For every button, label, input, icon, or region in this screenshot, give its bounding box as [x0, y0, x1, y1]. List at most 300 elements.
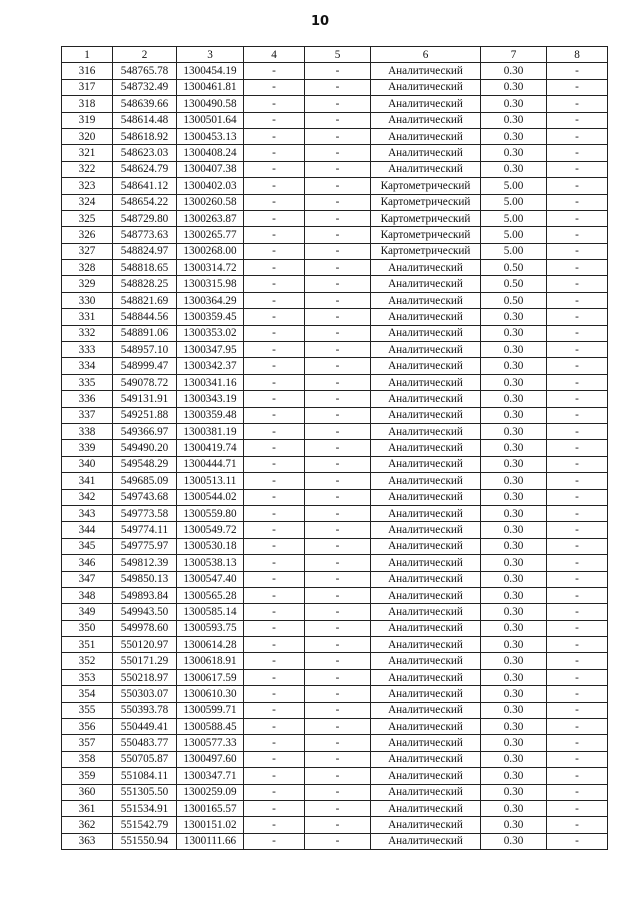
table-cell: - — [244, 112, 305, 128]
table-cell: 1300419.74 — [177, 440, 244, 456]
table-cell: 1300453.13 — [177, 128, 244, 144]
table-cell: - — [244, 128, 305, 144]
table-cell: 1300549.72 — [177, 522, 244, 538]
table-cell: 551305.50 — [113, 784, 177, 800]
table-cell: 0.50 — [481, 276, 547, 292]
table-cell: 0.50 — [481, 260, 547, 276]
table-row — [62, 342, 608, 358]
table-cell: 1300268.00 — [177, 243, 244, 259]
table-cell: 317 — [62, 79, 113, 95]
table-cell: 346 — [62, 555, 113, 571]
table-cell: - — [305, 833, 371, 849]
table-cell: - — [305, 702, 371, 718]
table-cell: 548821.69 — [113, 292, 177, 308]
table-cell: 1300347.71 — [177, 768, 244, 784]
column-header: 1 — [62, 47, 113, 63]
table-cell: 551542.79 — [113, 817, 177, 833]
table-cell: - — [305, 128, 371, 144]
table-cell: - — [244, 260, 305, 276]
table-cell: 1300538.13 — [177, 555, 244, 571]
table-cell: Аналитический — [371, 145, 481, 161]
table-cell: Аналитический — [371, 735, 481, 751]
table-cell: 344 — [62, 522, 113, 538]
table-cell: 549812.39 — [113, 555, 177, 571]
table-cell: - — [547, 587, 608, 603]
table-cell: - — [305, 669, 371, 685]
table-row — [62, 391, 608, 407]
table-cell: - — [244, 440, 305, 456]
table-cell: - — [244, 79, 305, 95]
column-header: 4 — [244, 47, 305, 63]
table-cell: - — [244, 686, 305, 702]
table-cell: - — [305, 456, 371, 472]
table-row — [62, 423, 608, 439]
table-cell: 1300165.57 — [177, 800, 244, 816]
table-cell: - — [244, 456, 305, 472]
table-cell: - — [305, 653, 371, 669]
table-cell: 1300347.95 — [177, 342, 244, 358]
table-cell: - — [244, 768, 305, 784]
table-cell: - — [547, 473, 608, 489]
table-cell: Аналитический — [371, 456, 481, 472]
table-cell: - — [244, 243, 305, 259]
table-cell: 1300544.02 — [177, 489, 244, 505]
table-cell: - — [547, 538, 608, 554]
table-cell: - — [244, 522, 305, 538]
table-cell: - — [547, 79, 608, 95]
table-cell: 358 — [62, 751, 113, 767]
table-cell: Аналитический — [371, 538, 481, 554]
table-cell: - — [547, 309, 608, 325]
table-cell: - — [547, 800, 608, 816]
table-cell: Аналитический — [371, 358, 481, 374]
table-cell: 338 — [62, 423, 113, 439]
table-cell: 349 — [62, 604, 113, 620]
table-row — [62, 325, 608, 341]
table-header-row — [62, 47, 608, 63]
table-cell: - — [244, 342, 305, 358]
table-row — [62, 161, 608, 177]
table-cell: 5.00 — [481, 243, 547, 259]
table-cell: 549131.91 — [113, 391, 177, 407]
table-cell: 322 — [62, 161, 113, 177]
table-cell: 550218.97 — [113, 669, 177, 685]
table-cell: - — [547, 145, 608, 161]
table-cell: 0.30 — [481, 505, 547, 521]
table-cell: - — [244, 178, 305, 194]
table-cell: - — [547, 735, 608, 751]
table-cell: - — [547, 194, 608, 210]
table-cell: 337 — [62, 407, 113, 423]
table-cell: - — [547, 440, 608, 456]
table-cell: 1300585.14 — [177, 604, 244, 620]
table-row — [62, 751, 608, 767]
table-cell: 0.30 — [481, 423, 547, 439]
table-cell: 1300614.28 — [177, 637, 244, 653]
table-cell: - — [305, 96, 371, 112]
table-cell: 0.30 — [481, 407, 547, 423]
table-cell: - — [305, 161, 371, 177]
table-cell: 0.30 — [481, 653, 547, 669]
table-cell: 343 — [62, 505, 113, 521]
table-cell: - — [547, 686, 608, 702]
table-row — [62, 456, 608, 472]
table-cell: 1300588.45 — [177, 719, 244, 735]
table-cell: - — [305, 587, 371, 603]
table-cell: Аналитический — [371, 128, 481, 144]
table-cell: 0.30 — [481, 833, 547, 849]
table-row — [62, 145, 608, 161]
table-cell: 0.30 — [481, 309, 547, 325]
table-row — [62, 374, 608, 390]
table-cell: - — [305, 325, 371, 341]
table-cell: 1300610.30 — [177, 686, 244, 702]
table-cell: 1300490.58 — [177, 96, 244, 112]
table-cell: - — [305, 145, 371, 161]
table-cell: - — [547, 227, 608, 243]
page-number: 10 — [310, 14, 330, 29]
table-cell: 0.30 — [481, 63, 547, 79]
table-row — [62, 538, 608, 554]
table-cell: 325 — [62, 210, 113, 226]
table-cell: 549978.60 — [113, 620, 177, 636]
table-cell: 0.30 — [481, 800, 547, 816]
table-cell: - — [547, 260, 608, 276]
table-cell: 354 — [62, 686, 113, 702]
table-cell: Аналитический — [371, 374, 481, 390]
table-cell: 549893.84 — [113, 587, 177, 603]
table-row — [62, 669, 608, 685]
table-cell: Аналитический — [371, 522, 481, 538]
table-cell: 1300342.37 — [177, 358, 244, 374]
table-cell: 1300618.91 — [177, 653, 244, 669]
table-cell: Аналитический — [371, 407, 481, 423]
table-cell: 1300341.16 — [177, 374, 244, 390]
table-cell: 0.30 — [481, 669, 547, 685]
table-cell: Картометрический — [371, 178, 481, 194]
table-cell: - — [244, 489, 305, 505]
table-cell: Аналитический — [371, 505, 481, 521]
table-cell: - — [244, 817, 305, 833]
table-cell: - — [244, 653, 305, 669]
table-cell: Аналитический — [371, 473, 481, 489]
table-cell: - — [547, 292, 608, 308]
table-cell: - — [305, 194, 371, 210]
table-cell: 549078.72 — [113, 374, 177, 390]
table-cell: - — [547, 637, 608, 653]
table-cell: 0.30 — [481, 456, 547, 472]
table-cell: 5.00 — [481, 178, 547, 194]
table-row — [62, 555, 608, 571]
table-cell: 550449.41 — [113, 719, 177, 735]
table-cell: 548957.10 — [113, 342, 177, 358]
table-cell: - — [244, 555, 305, 571]
table-cell: - — [305, 620, 371, 636]
table-cell: - — [305, 342, 371, 358]
table-cell: 1300599.71 — [177, 702, 244, 718]
table-cell: - — [547, 751, 608, 767]
table-cell: 0.30 — [481, 112, 547, 128]
table-cell: - — [547, 817, 608, 833]
table-cell: - — [547, 96, 608, 112]
table-cell: 350 — [62, 620, 113, 636]
table-cell: - — [244, 210, 305, 226]
table-row — [62, 604, 608, 620]
table-cell: - — [305, 309, 371, 325]
table-cell: - — [244, 473, 305, 489]
table-cell: - — [547, 719, 608, 735]
table-cell: Аналитический — [371, 309, 481, 325]
table-cell: - — [547, 161, 608, 177]
table-cell: 548614.48 — [113, 112, 177, 128]
table-cell: 342 — [62, 489, 113, 505]
table-cell: Аналитический — [371, 620, 481, 636]
table-cell: - — [305, 735, 371, 751]
table-cell: - — [305, 227, 371, 243]
table-cell: 0.30 — [481, 96, 547, 112]
table-cell: - — [305, 79, 371, 95]
table-cell: - — [244, 735, 305, 751]
table-cell: - — [305, 374, 371, 390]
column-header: 6 — [371, 47, 481, 63]
table-cell: 361 — [62, 800, 113, 816]
table-cell: 549774.11 — [113, 522, 177, 538]
column-header: 3 — [177, 47, 244, 63]
table-cell: Аналитический — [371, 637, 481, 653]
table-cell: - — [244, 276, 305, 292]
table-cell: - — [547, 63, 608, 79]
table-row — [62, 276, 608, 292]
table-cell: - — [244, 96, 305, 112]
table-cell: - — [305, 489, 371, 505]
table-cell: Аналитический — [371, 751, 481, 767]
table-cell: - — [305, 637, 371, 653]
table-cell: 0.30 — [481, 473, 547, 489]
table-cell: 1300343.19 — [177, 391, 244, 407]
table-cell: - — [244, 63, 305, 79]
table-cell: 1300559.80 — [177, 505, 244, 521]
table-cell: 0.30 — [481, 555, 547, 571]
table-cell: - — [244, 669, 305, 685]
table-cell: 550483.77 — [113, 735, 177, 751]
table-cell: 330 — [62, 292, 113, 308]
table-cell: - — [547, 604, 608, 620]
table-cell: - — [547, 391, 608, 407]
table-cell: 324 — [62, 194, 113, 210]
table-cell: 332 — [62, 325, 113, 341]
table-cell: - — [547, 358, 608, 374]
table-cell: Аналитический — [371, 587, 481, 603]
table-cell: Аналитический — [371, 423, 481, 439]
table-cell: 0.30 — [481, 145, 547, 161]
table-cell: - — [547, 456, 608, 472]
table-cell: - — [547, 620, 608, 636]
table-cell: 549850.13 — [113, 571, 177, 587]
table-cell: 551534.91 — [113, 800, 177, 816]
table-cell: 0.30 — [481, 784, 547, 800]
table-cell: 359 — [62, 768, 113, 784]
table-cell: 550120.97 — [113, 637, 177, 653]
table-cell: Картометрический — [371, 210, 481, 226]
table-row — [62, 112, 608, 128]
table-cell: 336 — [62, 391, 113, 407]
table-cell: Аналитический — [371, 768, 481, 784]
table-cell: 362 — [62, 817, 113, 833]
column-header: 5 — [305, 47, 371, 63]
table-cell: Картометрический — [371, 227, 481, 243]
table-cell: 326 — [62, 227, 113, 243]
table-cell: - — [305, 292, 371, 308]
table-cell: - — [244, 325, 305, 341]
table-cell: - — [305, 768, 371, 784]
table-cell: 356 — [62, 719, 113, 735]
table-cell: - — [547, 423, 608, 439]
table-cell: 5.00 — [481, 227, 547, 243]
table-cell: 1300617.59 — [177, 669, 244, 685]
table-cell: - — [547, 178, 608, 194]
table-cell: - — [547, 342, 608, 358]
table-cell: 323 — [62, 178, 113, 194]
table-cell: 548773.63 — [113, 227, 177, 243]
table-cell: - — [305, 63, 371, 79]
table-cell: - — [547, 768, 608, 784]
table-cell: - — [305, 407, 371, 423]
coordinates-table — [61, 46, 608, 850]
table-cell: 551550.94 — [113, 833, 177, 849]
table-row — [62, 128, 608, 144]
table-cell: - — [305, 423, 371, 439]
table-cell: Аналитический — [371, 800, 481, 816]
table-cell: Аналитический — [371, 342, 481, 358]
table-row — [62, 194, 608, 210]
table-cell: - — [305, 686, 371, 702]
table-cell: 0.30 — [481, 79, 547, 95]
table-cell: Аналитический — [371, 604, 481, 620]
table-cell: 0.30 — [481, 719, 547, 735]
table-cell: - — [305, 358, 371, 374]
table-row — [62, 522, 608, 538]
table-cell: - — [305, 538, 371, 554]
table-row — [62, 505, 608, 521]
table-cell: 1300593.75 — [177, 620, 244, 636]
table-cell: Картометрический — [371, 243, 481, 259]
table-cell: - — [547, 112, 608, 128]
table-cell: - — [244, 833, 305, 849]
table-row — [62, 768, 608, 784]
table-cell: Аналитический — [371, 292, 481, 308]
column-header: 7 — [481, 47, 547, 63]
table-cell: Аналитический — [371, 63, 481, 79]
table-cell: 1300530.18 — [177, 538, 244, 554]
table-cell: Аналитический — [371, 686, 481, 702]
table-cell: - — [305, 604, 371, 620]
table-cell: 1300497.60 — [177, 751, 244, 767]
table-cell: 0.30 — [481, 358, 547, 374]
table-cell: - — [244, 719, 305, 735]
table-cell: 316 — [62, 63, 113, 79]
table-cell: 0.50 — [481, 292, 547, 308]
column-header: 2 — [113, 47, 177, 63]
table-row — [62, 489, 608, 505]
table-cell: 334 — [62, 358, 113, 374]
table-body — [62, 63, 608, 850]
table-cell: - — [547, 833, 608, 849]
table-cell: - — [547, 702, 608, 718]
table-cell: 348 — [62, 587, 113, 603]
table-row — [62, 210, 608, 226]
table-cell: 548623.03 — [113, 145, 177, 161]
table-cell: - — [244, 309, 305, 325]
table-cell: 1300513.11 — [177, 473, 244, 489]
table-cell: 5.00 — [481, 194, 547, 210]
table-cell: 341 — [62, 473, 113, 489]
table-cell: 549548.29 — [113, 456, 177, 472]
table-row — [62, 63, 608, 79]
table-cell: 331 — [62, 309, 113, 325]
table-cell: - — [547, 276, 608, 292]
table-cell: Аналитический — [371, 391, 481, 407]
table-cell: - — [305, 505, 371, 521]
table-cell: Аналитический — [371, 719, 481, 735]
table-cell: - — [305, 112, 371, 128]
table-cell: - — [305, 719, 371, 735]
table-cell: - — [305, 784, 371, 800]
table-cell: 1300359.45 — [177, 309, 244, 325]
table-row — [62, 243, 608, 259]
table-cell: 549685.09 — [113, 473, 177, 489]
table-cell: 0.30 — [481, 768, 547, 784]
table-cell: 548818.65 — [113, 260, 177, 276]
table-cell: Аналитический — [371, 489, 481, 505]
table-row — [62, 833, 608, 849]
table-cell: 1300151.02 — [177, 817, 244, 833]
table-cell: 327 — [62, 243, 113, 259]
table-cell: 1300402.03 — [177, 178, 244, 194]
table-cell: 549775.97 — [113, 538, 177, 554]
table-cell: 351 — [62, 637, 113, 653]
table-cell: - — [244, 538, 305, 554]
table-cell: 355 — [62, 702, 113, 718]
table-cell: Картометрический — [371, 194, 481, 210]
table-cell: - — [244, 423, 305, 439]
table-cell: - — [305, 178, 371, 194]
table-row — [62, 260, 608, 276]
table-cell: 548641.12 — [113, 178, 177, 194]
table-cell: Аналитический — [371, 440, 481, 456]
table-cell: - — [244, 194, 305, 210]
table-cell: 1300364.29 — [177, 292, 244, 308]
table-cell: 0.30 — [481, 735, 547, 751]
table-cell: Аналитический — [371, 669, 481, 685]
table-cell: 548618.92 — [113, 128, 177, 144]
table-cell: 548765.78 — [113, 63, 177, 79]
table-cell: Аналитический — [371, 833, 481, 849]
table-cell: - — [547, 407, 608, 423]
table-cell: 0.30 — [481, 391, 547, 407]
table-row — [62, 309, 608, 325]
table-cell: 318 — [62, 96, 113, 112]
table-cell: - — [547, 374, 608, 390]
table-cell: - — [547, 571, 608, 587]
table-cell: 548824.97 — [113, 243, 177, 259]
table-row — [62, 227, 608, 243]
table-cell: - — [305, 751, 371, 767]
table-cell: 1300353.02 — [177, 325, 244, 341]
table-cell: - — [305, 817, 371, 833]
table-cell: 1300454.19 — [177, 63, 244, 79]
table-cell: - — [244, 145, 305, 161]
table-cell: 0.30 — [481, 702, 547, 718]
